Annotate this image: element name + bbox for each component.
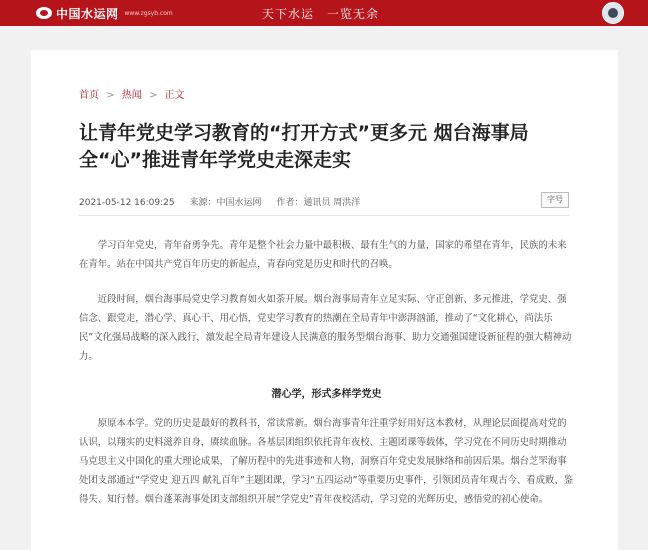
breadcrumb-separator: > [106, 90, 115, 101]
breadcrumb-current: 正文 [164, 90, 185, 101]
article-author: 作者：通讯员 周洪洋 [276, 198, 361, 208]
site-slogan: 天下水运 一览无余 [262, 7, 380, 21]
logo-icon [36, 7, 52, 19]
logo-text: 中国水运网 [56, 6, 119, 21]
meta-divider [79, 215, 569, 216]
article-card [31, 50, 618, 550]
font-size-button[interactable]: 字号 [541, 192, 569, 208]
article-paragraph-2: 近段时间，烟台海事局党史学习教育如火如荼开展。烟台海事局青年立足实际、守正创新、多元推进，学党史、强信念、跟党走，潜心学、真心干、用心悟，党史学习教育的热潮在全局青年中澎湃汹涌，推动了“文化耕心，尚法乐民”文化强局战略的深入践行，激发起全局青年建设人民满意的服务型烟台海事、助力交通强国建设新征程的强大精神动力。 [79, 294, 572, 362]
breadcrumb [79, 86, 189, 101]
article-subheading: 潜心学，形式多样学党史 [271, 389, 382, 400]
article-datetime: 2021-05-12 16:09:25 [79, 198, 175, 208]
article-source: 来源：中国水运网 [189, 198, 262, 208]
logo-url: www.zgsyb.com [124, 9, 173, 17]
article-paragraph-3: 原原本本学。党的历史是最好的教科书，常读常新。烟台海事青年注重学好用好这本教材，从理论层面提高对党的认识，以翔实的史料滋养自身，赓续血脉。各基层团组织依托青年夜校、主题团课等载体，学习党在不同历史时期推动马克思主义中国化的重大理论成果，了解历程中的先进事迹和人物，洞察百年党史发展脉络和前因后果。烟台芝罘海事处团支部通过“学党史 迎五四 献礼百年”主题团课，学习“五四运动”等重要历史事件，引领团员青年观古今、看成败、鉴得失、知行替。烟台蓬莱海事处团支部组织开展“学党史”青年夜校活动，学习党的光辉历史，感悟党的初心使命。 [79, 418, 574, 505]
breadcrumb-separator: > [148, 90, 158, 101]
breadcrumb-category[interactable]: 热闻 [121, 90, 142, 101]
article-meta [79, 195, 372, 208]
site-logo[interactable] [36, 4, 173, 22]
article-paragraph-1: 学习百年党史，青年奋勇争先。青年是整个社会力量中最积极、最有生气的力量，国家的希望在青年，民族的未来在青年。站在中国共产党百年历史的新起点，青春向党是历史和时代的召唤。 [79, 240, 567, 270]
article-title: 让青年党史学习教育的“打开方式”更多元 烟台海事局全“心”推进青年学党史走深走实 [79, 122, 529, 171]
top-bar [0, 0, 648, 26]
breadcrumb-home[interactable]: 首页 [79, 90, 99, 101]
avatar-face-icon [608, 8, 618, 18]
user-avatar[interactable] [602, 2, 624, 24]
